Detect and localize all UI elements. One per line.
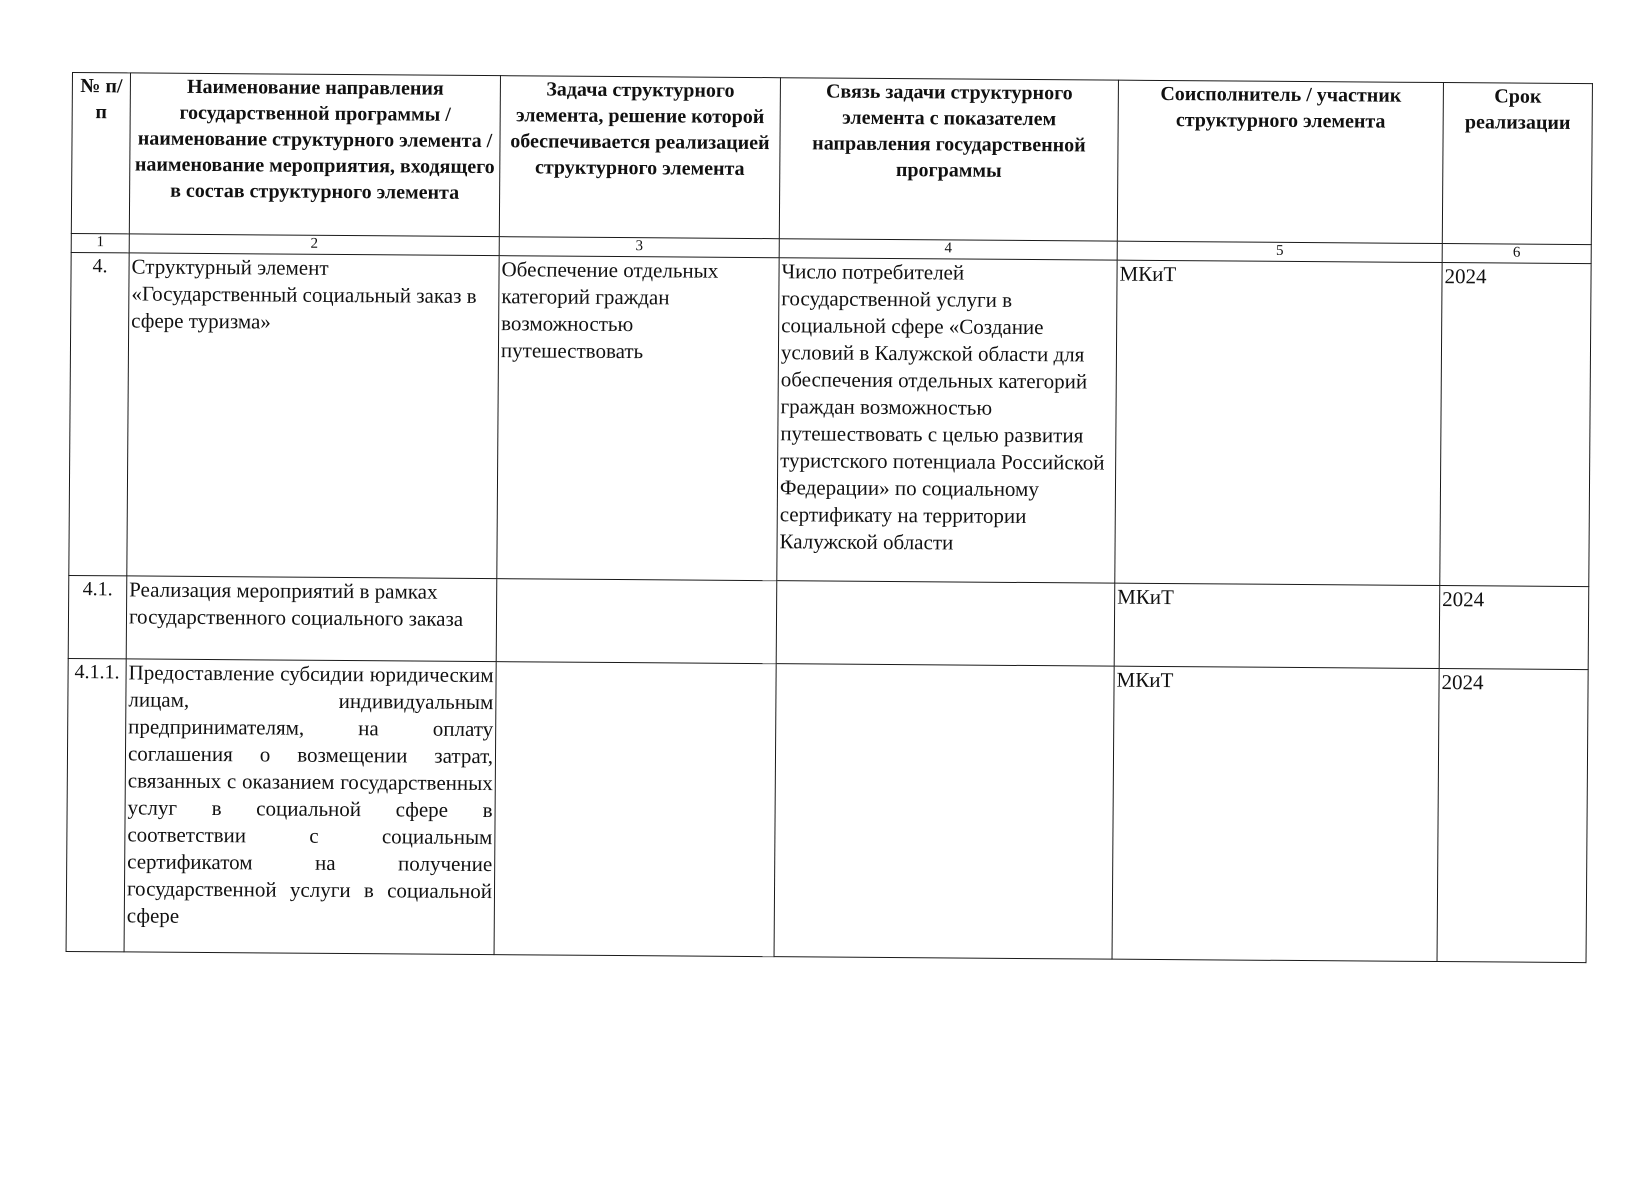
header-row <box>71 73 1592 245</box>
row-term: 2024 <box>1437 669 1588 963</box>
row-participant: МКиТ <box>1114 583 1440 668</box>
row-name: Структурный элемент «Государственный социальный заказ в сфере туризма» <box>127 253 499 579</box>
header-name: Наименование направления государственной программы / наименование структурного элемента / наименование мероприятия, входящего в состав структурного элемента <box>129 73 500 237</box>
table-row <box>68 575 1589 669</box>
row-link <box>776 581 1115 666</box>
table-row <box>69 252 1591 586</box>
row-number: 4. <box>69 252 129 575</box>
row-number: 4.1.1. <box>66 658 126 951</box>
column-number: 6 <box>1442 244 1591 264</box>
row-term: 2024 <box>1440 263 1591 587</box>
header-number: № п/п <box>71 73 130 234</box>
column-number: 1 <box>71 233 129 252</box>
row-participant: МКиТ <box>1115 260 1442 585</box>
row-link: Число потребителей государственной услуги в социальной сфере «Создание условий в Калужской области для обеспечения отдельных категорий граждан возможностью путешествовать с целью развития туристского потенциала Российской Федерации» по социальному сертификату на территории Калужской области <box>777 258 1117 583</box>
document-sheet <box>66 72 1592 963</box>
table-row <box>66 658 1588 962</box>
header-participant: Соисполнитель / участник структурного элемента <box>1117 80 1443 243</box>
header-link: Связь задачи структурного элемента с показателем направления государственной программы <box>779 78 1118 241</box>
row-task: Обеспечение отдельных категорий граждан возможностью путешествовать <box>497 256 779 581</box>
row-participant: МКиТ <box>1112 666 1439 961</box>
row-link <box>774 664 1114 959</box>
column-number: 5 <box>1117 241 1442 262</box>
header-term: Срок реализации <box>1442 83 1592 245</box>
row-task <box>496 579 777 664</box>
row-name: Предоставление субсидии юридическим лицам, индивидуальным предпринимателям, на оплату соглашения о возмещении затрат, связанных с оказанием государственных услуг в социальной сфере в соответствии с социальным сертификатом на получение государственной услуги в социальной сфере <box>124 659 496 955</box>
header-task: Задача структурного элемента, решение которой обеспечивается реализацией структурного элемента <box>499 76 780 239</box>
column-number: 2 <box>129 234 499 256</box>
row-name: Реализация мероприятий в рамках государственного социального заказа <box>126 576 497 662</box>
column-number: 3 <box>499 237 779 258</box>
column-number: 4 <box>779 239 1117 260</box>
row-number: 4.1. <box>68 575 127 658</box>
row-term: 2024 <box>1439 586 1589 670</box>
program-table <box>66 72 1593 963</box>
row-task <box>494 662 776 957</box>
